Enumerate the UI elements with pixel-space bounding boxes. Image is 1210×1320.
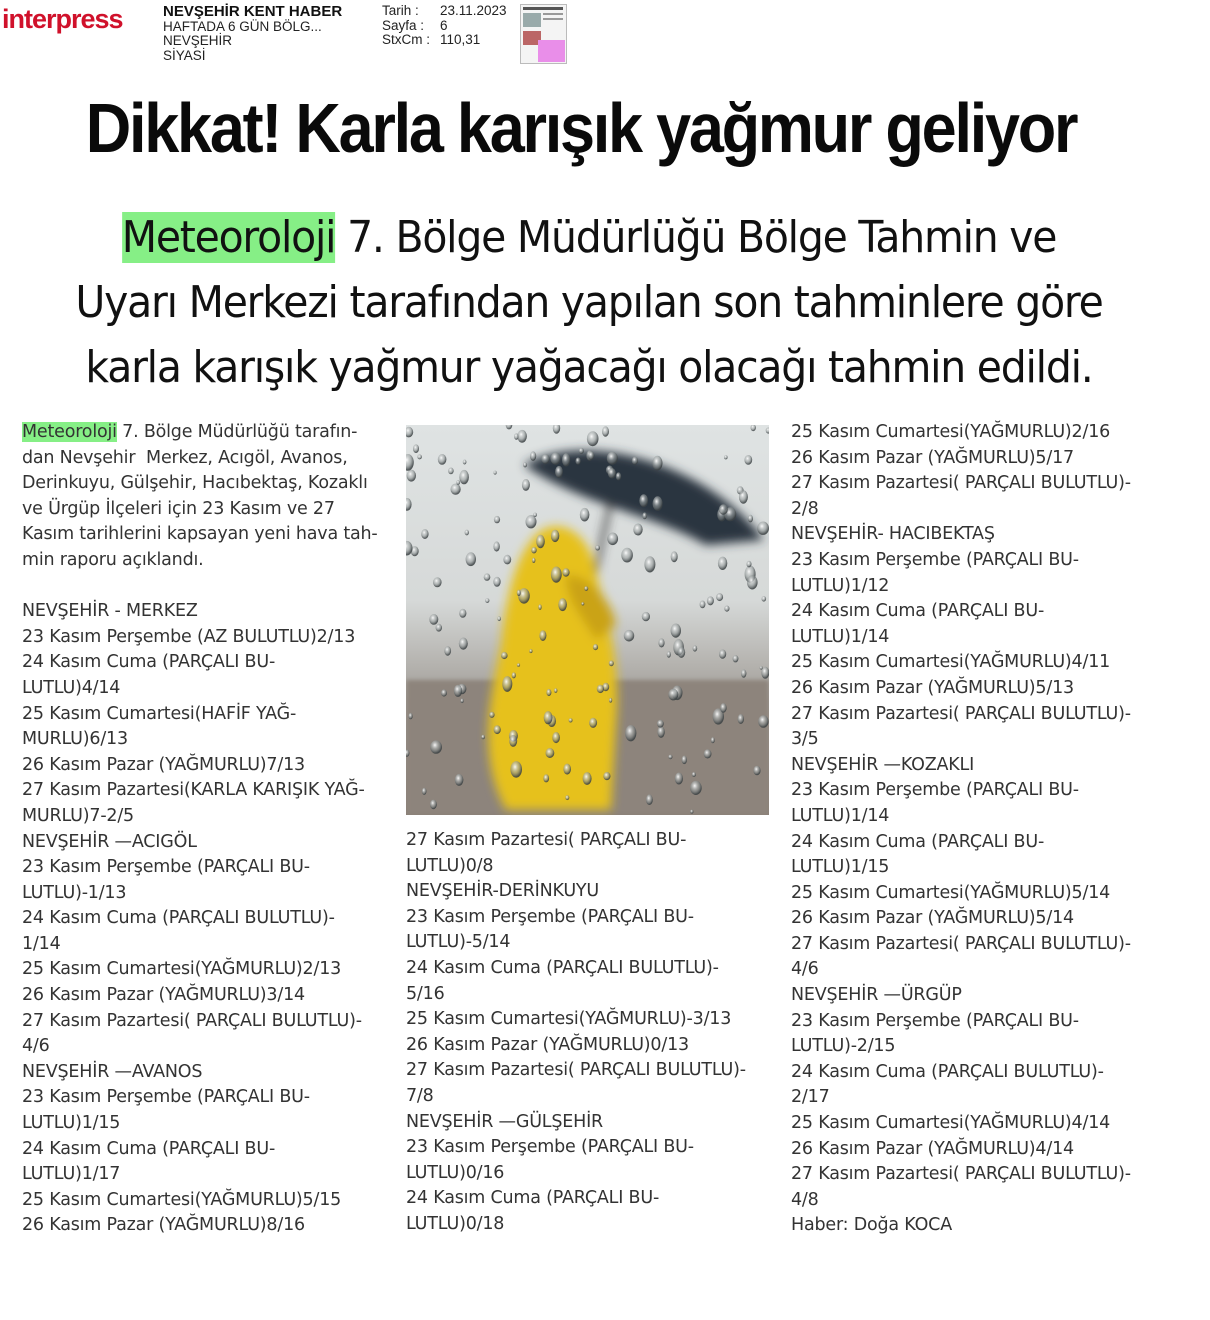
forecast-line: LUTLU)1/12 — [791, 575, 890, 596]
forecast-line: LUTLU)0/8 — [406, 855, 494, 876]
raindrop — [704, 749, 712, 758]
raindrop — [597, 685, 604, 693]
stxcm-value: 110,31 — [440, 32, 481, 47]
intro-line-text: 7. Bölge Müdürlüğü tarafın- — [116, 422, 358, 442]
forecast-line: 4/6 — [791, 959, 819, 980]
intro-line: Derinkuyu, Gülşehir, Hacıbektaş, Kozaklı — [22, 473, 368, 494]
raindrop — [497, 616, 501, 621]
raindrop — [621, 548, 633, 563]
raindrop — [671, 551, 678, 562]
raindrop — [465, 530, 469, 536]
raindrop — [531, 547, 536, 553]
deck-line-1-text: 7. Bölge Müdürlüğü Bölge Tahmin ve — [335, 212, 1057, 263]
stxcm-row — [382, 33, 507, 48]
raindrop — [409, 713, 413, 719]
forecast-line: NEVŞEHİR —AVANOS — [22, 1061, 203, 1082]
forecast-line: LUTLU)1/14 — [791, 626, 890, 647]
raindrop — [544, 711, 553, 724]
publication-frequency: HAFTADA 6 GÜN BÖLG... — [163, 18, 322, 34]
page-thumbnail[interactable] — [520, 4, 567, 64]
forecast-line: 27 Kasım Pazartesi( PARÇALI BULUTLU)- — [791, 1164, 1131, 1185]
headline: Dikkat! Karla karışık yağmur geliyor — [85, 89, 1077, 167]
raindrop — [569, 718, 573, 722]
raindrop — [758, 715, 768, 728]
forecast-line: 23 Kasım Perşembe (PARÇALI BU- — [406, 906, 694, 927]
forecast-line: 2/8 — [791, 498, 819, 519]
forecast-line: NEVŞEHİR —GÜLŞEHİR — [406, 1111, 603, 1132]
raindrop — [584, 586, 588, 591]
raindrop — [757, 522, 769, 535]
forecast-line: NEVŞEHİR —ÜRGÜP — [791, 985, 962, 1006]
raindrop — [692, 772, 696, 777]
forecast-line: 7/8 — [406, 1085, 434, 1106]
forecast-line: 1/14 — [22, 933, 61, 954]
raindrop — [693, 645, 698, 651]
raindrop — [489, 712, 494, 718]
forecast-line: 23 Kasım Perşembe (PARÇALI BU- — [22, 1087, 310, 1108]
raindrop — [510, 761, 522, 778]
raindrop — [543, 774, 549, 782]
raindrop — [642, 512, 647, 519]
forecast-line: 26 Kasım Pazar (YAĞMURLU)7/13 — [22, 754, 305, 775]
raindrop — [644, 556, 655, 572]
forecast-line: LUTLU)4/14 — [22, 677, 121, 698]
intro-line: ve Ürgüp İlçeleri için 23 Kasım ve 27 — [22, 498, 335, 519]
publication-info — [163, 5, 342, 63]
forecast-line: 23 Kasım Perşembe (PARÇALI BU- — [791, 780, 1079, 801]
raindrop — [718, 557, 727, 570]
intro-line: Kasım tarihlerini kapsayan yeni hava tah- — [22, 524, 378, 545]
forecast-line: 26 Kasım Pazar (YAĞMURLU)3/14 — [22, 985, 305, 1006]
photo-illustration — [406, 425, 769, 815]
raindrop — [481, 735, 485, 740]
raindrop — [417, 454, 422, 459]
forecast-line: NEVŞEHİR- HACIBEKTAŞ — [791, 524, 995, 545]
raindrop — [588, 451, 594, 459]
date-label: Tarih : — [382, 3, 419, 18]
intro-line: dan Nevşehir Merkez, Acıgöl, Avanos, — [22, 447, 348, 468]
forecast-line: 25 Kasım Cumartesi(HAFİF YAĞ- — [22, 703, 297, 724]
date-value: 23.11.2023 — [440, 3, 507, 18]
raindrop — [646, 794, 653, 805]
raindrop — [461, 699, 464, 704]
raindrop — [421, 529, 428, 539]
logo-text: interpress — [2, 4, 123, 34]
raindrop — [494, 516, 500, 523]
raindrop — [554, 688, 557, 693]
raindrop — [546, 689, 551, 696]
forecast-line: 26 Kasım Pazar (YAĞMURLU)4/14 — [791, 1138, 1074, 1159]
raindrop — [517, 590, 521, 596]
forecast-line: 26 Kasım Pazar (YAĞMURLU)5/13 — [791, 677, 1074, 698]
raindrop — [485, 598, 489, 603]
raindrop — [690, 781, 702, 795]
raindrop — [459, 609, 466, 618]
raindrop — [609, 698, 612, 703]
forecast-line: 27 Kasım Pazartesi( PARÇALI BULUTLU)- — [22, 1010, 362, 1031]
raindrop — [744, 455, 752, 465]
raindrop — [753, 766, 760, 775]
raindrop — [526, 515, 537, 528]
raindrop — [406, 427, 413, 438]
raindrop — [456, 480, 460, 485]
raindrop — [724, 606, 729, 612]
forecast-line: 25 Kasım Cumartesi(YAĞMURLU)4/14 — [791, 1113, 1111, 1134]
forecast-line: Haber: Doğa KOCA — [791, 1215, 952, 1236]
forecast-line: 27 Kasım Pazartesi( PARÇALI BULUTLU)- — [791, 473, 1131, 494]
forecast-line: 26 Kasım Pazar (YAĞMURLU)0/13 — [406, 1034, 689, 1055]
raindrop — [719, 504, 728, 514]
raindrop — [642, 612, 650, 621]
raindrop — [607, 533, 618, 546]
intro-line: min raporu açıklandı. — [22, 549, 204, 570]
raindrop — [455, 774, 464, 786]
article-column-1 — [22, 420, 382, 1239]
raindrop — [690, 810, 693, 814]
raindrop — [747, 575, 758, 589]
raindrop — [682, 756, 687, 765]
raindrop — [541, 454, 549, 464]
raindrop — [501, 652, 508, 659]
thumbnail-masthead — [523, 7, 563, 10]
article-column-3 — [791, 420, 1161, 1239]
raindrop — [565, 795, 569, 800]
raindrop — [523, 462, 527, 467]
forecast-line: 4/6 — [22, 1036, 50, 1057]
raindrop — [678, 647, 686, 658]
interpress-logo — [2, 4, 123, 35]
raindrop — [760, 666, 763, 670]
forecast-line: 23 Kasım Perşembe (PARÇALI BU- — [22, 857, 310, 878]
raindrop — [633, 524, 642, 536]
forecast-line: 24 Kasım Cuma (PARÇALI BU- — [22, 1138, 276, 1159]
raindrop — [602, 426, 609, 436]
raindrop — [517, 430, 527, 443]
date-row — [382, 4, 507, 19]
deck-line-2: Uyarı Merkezi tarafından yapılan son tahminlere göre — [75, 277, 1103, 328]
article-column-2 — [406, 828, 776, 1238]
raindrop — [558, 598, 567, 611]
publication-section: SİYASİ — [163, 47, 206, 63]
raindrop — [700, 601, 706, 609]
forecast-line: NEVŞEHİR —KOZAKLI — [791, 754, 975, 775]
raindrop — [406, 454, 414, 471]
forecast-line: 25 Kasım Cumartesi(YAĞMURLU)2/13 — [22, 959, 342, 980]
raindrop — [503, 555, 511, 565]
raindrop — [716, 593, 723, 601]
raindrop — [454, 685, 462, 697]
forecast-line: LUTLU)1/17 — [22, 1164, 121, 1185]
forecast-line: 26 Kasım Pazar (YAĞMURLU)5/14 — [791, 908, 1074, 929]
forecast-line: 23 Kasım Perşembe (AZ BULUTLU)2/13 — [22, 626, 356, 647]
raindrop — [739, 490, 748, 503]
forecast-line: 27 Kasım Pazartesi( PARÇALI BU- — [406, 830, 687, 850]
stxcm-label: StxCm : — [382, 32, 431, 47]
raindrop — [625, 725, 636, 741]
raindrop — [581, 602, 584, 605]
forecast-line: 25 Kasım Cumartesi(YAĞMURLU)2/16 — [791, 422, 1111, 442]
raindrop — [579, 448, 584, 454]
thumbnail-text-line — [543, 18, 563, 20]
raindrop — [538, 604, 541, 610]
raindrop — [509, 735, 517, 747]
forecast-line: 27 Kasım Pazartesi( PARÇALI BULUTLU)- — [406, 1060, 746, 1081]
forecast-line: 24 Kasım Cuma (PARÇALI BU- — [406, 1188, 660, 1209]
forecast-line: 25 Kasım Cumartesi(YAĞMURLU)-3/13 — [406, 1009, 732, 1030]
raindrop — [576, 458, 581, 465]
raindrop — [563, 764, 571, 775]
raindrop — [433, 577, 442, 587]
raindrop — [430, 740, 442, 753]
deck-keyword-highlight: Meteoroloji — [121, 212, 336, 263]
raindrop — [671, 624, 681, 638]
raindrop — [406, 498, 412, 511]
column-2-body — [406, 828, 776, 1238]
raindrop — [657, 720, 664, 728]
raindrop — [583, 772, 592, 785]
forecast-line: MURLU)7-2/5 — [22, 805, 134, 826]
raindrop — [667, 651, 671, 658]
raindrop — [493, 541, 499, 551]
raindrop — [595, 545, 600, 550]
raindrop — [719, 649, 726, 658]
thumbnail-article-highlight — [538, 40, 565, 62]
raindrop — [624, 630, 634, 642]
raindrop — [675, 773, 683, 785]
raindrop — [751, 425, 756, 431]
raindrop — [530, 451, 536, 461]
deck-line-3: karla karışık yağmur yağacağı olacağı tahmin edildi. — [85, 342, 1093, 393]
raindrop — [429, 614, 438, 625]
raindrop — [707, 596, 714, 605]
raindrop — [422, 788, 427, 795]
raindrop — [553, 425, 560, 434]
publication-name: NEVŞEHİR KENT HABER — [163, 3, 343, 20]
raindrop — [512, 672, 516, 678]
forecast-line: LUTLU)-2/15 — [791, 1036, 896, 1057]
raindrop — [652, 456, 662, 471]
raindrop — [494, 725, 501, 734]
deck — [58, 205, 1120, 400]
raindrop — [603, 772, 610, 780]
forecast-line: LUTLU)1/15 — [791, 857, 890, 878]
forecast-line: 3/5 — [791, 729, 819, 750]
raindrop — [459, 638, 468, 650]
raindrop — [529, 649, 532, 653]
forecast-line: LUTLU)-5/14 — [406, 932, 511, 953]
forecast-line: 27 Kasım Pazartesi( PARÇALI BULUTLU)- — [791, 703, 1131, 724]
raindrop — [562, 568, 569, 576]
raindrop — [552, 732, 560, 743]
intro-line — [22, 420, 382, 446]
raindrop — [532, 558, 535, 563]
forecast-line: 25 Kasım Cumartesi(YAĞMURLU)5/14 — [791, 882, 1111, 903]
raindrop — [580, 508, 590, 522]
raindrop — [436, 624, 442, 632]
page-label: Sayfa : — [382, 17, 425, 33]
forecast-line: 25 Kasım Cumartesi(YAĞMURLU)4/11 — [791, 652, 1111, 673]
thumbnail-text-line — [543, 13, 563, 15]
raindrop — [733, 655, 739, 662]
raindrop — [587, 431, 599, 446]
raindrop — [711, 737, 715, 743]
raindrop — [493, 577, 500, 587]
forecast-line: LUTLU)1/15 — [22, 1113, 121, 1134]
raindrop — [657, 726, 664, 738]
raindrop — [741, 669, 746, 678]
clipping-info — [382, 4, 507, 48]
raindrop — [562, 453, 570, 466]
forecast-line: 24 Kasım Cuma (PARÇALI BULUTLU)- — [22, 908, 335, 929]
raindrop — [407, 470, 416, 482]
forecast-line: 24 Kasım Cuma (PARÇALI BU- — [791, 831, 1045, 852]
raindrop — [720, 703, 727, 713]
raindrop — [639, 494, 648, 507]
raindrop — [653, 496, 663, 511]
raindrop — [551, 530, 559, 542]
forecast-line: NEVŞEHİR —ACIGÖL — [22, 831, 197, 852]
raindrop — [658, 638, 664, 647]
article-photo-rainy-umbrella — [406, 425, 769, 815]
raindrop — [438, 454, 447, 465]
forecast-line: LUTLU)0/16 — [406, 1162, 505, 1183]
raindrop — [551, 567, 562, 583]
raindrop — [747, 561, 752, 568]
forecast-line: LUTLU)0/18 — [406, 1213, 505, 1234]
raindrop — [668, 755, 672, 760]
raindrop — [724, 455, 728, 459]
forecast-line: LUTLU)-1/13 — [22, 882, 127, 903]
raindrop — [494, 471, 497, 475]
raindrop — [766, 427, 769, 433]
publication-city: NEVŞEHİR — [163, 33, 233, 48]
forecast-line: 23 Kasım Perşembe (PARÇALI BU- — [791, 549, 1079, 570]
forecast-line: 24 Kasım Cuma (PARÇALI BULUTLU)- — [791, 1061, 1104, 1082]
forecast-line: 24 Kasım Cuma (PARÇALI BU- — [22, 652, 276, 673]
intro-keyword-highlight: Meteoroloji — [22, 422, 117, 442]
page-row — [382, 19, 507, 34]
forecast-line: NEVŞEHİR - MERKEZ — [22, 601, 198, 622]
raindrop — [451, 484, 461, 495]
raindrop — [668, 689, 678, 701]
raindrop — [551, 452, 561, 464]
raindrop — [466, 552, 476, 566]
raindrop — [546, 748, 555, 758]
page-value: 6 — [440, 17, 448, 33]
forecast-line: 26 Kasım Pazar (YAĞMURLU)5/17 — [791, 447, 1074, 468]
raindrop — [441, 689, 447, 696]
forecast-line: 2/17 — [791, 1087, 830, 1108]
forecast-line: 24 Kasım Cuma (PARÇALI BU- — [791, 601, 1045, 622]
raindrop — [607, 452, 618, 465]
column-3-body — [791, 420, 1161, 1239]
raindrop — [413, 444, 419, 453]
raindrop — [608, 468, 616, 478]
forecast-line: LUTLU)1/14 — [791, 805, 890, 826]
forecast-line: MURLU)6/13 — [22, 729, 128, 750]
forecast-line: 25 Kasım Cumartesi(YAĞMURLU)5/15 — [22, 1189, 342, 1210]
raindrop — [536, 535, 545, 549]
thumbnail-photo — [523, 13, 541, 27]
raindrop — [502, 676, 512, 692]
raindrop — [506, 425, 513, 429]
raindrop — [593, 644, 598, 650]
raindrop — [555, 466, 563, 478]
forecast-line: 26 Kasım Pazar (YAĞMURLU)8/16 — [22, 1215, 305, 1236]
deck-line-1 — [58, 205, 1120, 270]
forecast-line: 23 Kasım Perşembe (PARÇALI BU- — [791, 1010, 1079, 1031]
raindrop — [609, 660, 614, 666]
forecast-line: 27 Kasım Pazartesi(KARLA KARIŞIK YAĞ- — [22, 780, 365, 801]
raindrop — [748, 515, 753, 523]
forecast-line: 4/8 — [791, 1189, 819, 1210]
forecast-line: 27 Kasım Pazartesi( PARÇALI BULUTLU)- — [791, 933, 1131, 954]
raindrop — [539, 630, 546, 641]
raindrop — [632, 457, 638, 465]
raindrop — [762, 596, 767, 602]
raindrop — [738, 714, 744, 724]
column-1-body — [22, 599, 382, 1239]
raindrop — [444, 646, 451, 656]
forecast-line: NEVŞEHİR-DERİNKUYU — [406, 881, 600, 902]
raindrop — [463, 460, 467, 465]
raindrop — [430, 800, 437, 810]
raindrop — [517, 663, 520, 667]
raindrop — [448, 468, 454, 475]
raindrop — [589, 718, 597, 728]
raindrop — [459, 470, 469, 484]
raindrop — [522, 479, 530, 491]
paragraph-gap — [22, 574, 382, 600]
forecast-line: 24 Kasım Cuma (PARÇALI BULUTLU)- — [406, 957, 719, 978]
raindrop — [616, 472, 621, 480]
raindrop — [484, 573, 491, 580]
forecast-line: 5/16 — [406, 983, 445, 1004]
forecast-line: 23 Kasım Perşembe (PARÇALI BU- — [406, 1137, 694, 1158]
